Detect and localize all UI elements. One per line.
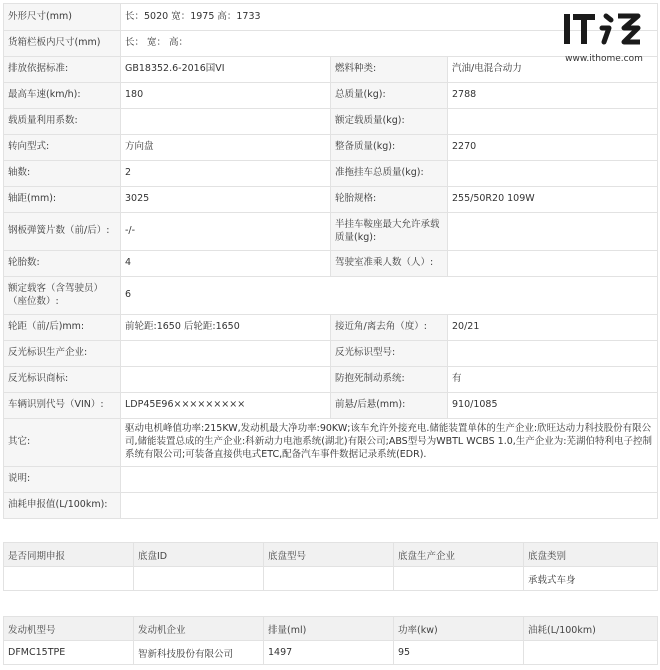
spec-row (4, 341, 658, 367)
spec-value: 2270 (448, 135, 658, 161)
spec-key: 额定载质量(kg): (331, 109, 448, 135)
spec-row (4, 83, 658, 109)
spec-value: 910/1085 (448, 393, 658, 419)
spec-row (4, 393, 658, 419)
column-header: 底盘生产企业 (394, 543, 524, 567)
spec-value: 有 (448, 367, 658, 393)
spec-key: 防抱死制动系统: (331, 367, 448, 393)
spec-key: 最高车速(km/h): (4, 83, 121, 109)
column-header: 底盘ID (134, 543, 264, 567)
spec-value: 长：5020 宽：1975 高：1733 (121, 4, 658, 31)
column-header: 底盘型号 (264, 543, 394, 567)
spec-value: 20/21 (448, 315, 658, 341)
spec-value (121, 341, 331, 367)
spec-row (4, 315, 658, 341)
spec-value: 方向盘 (121, 135, 331, 161)
spec-row (4, 187, 658, 213)
spec-key: 钢板弹簧片数（前/后）: (4, 213, 121, 251)
table-cell (524, 641, 658, 665)
spec-value (121, 109, 331, 135)
spec-value: 驱动电机峰值功率:215KW,发动机最大净功率:90KW;该车允许外接充电.储能装置单体的生产企业:欣旺达动力科技股份有限公司,储能装置总成的生产企业:科新动力电池系统(湖北)有限公司;ABS型号为WBTL WCBS 1.0,生产企业为:芜湖伯特利电子控制系统有限公司;可装备直接供电式ETC,配备汽车事件数据记录系统(EDR). (121, 419, 658, 467)
spec-value: 180 (121, 83, 331, 109)
spec-row (4, 135, 658, 161)
spec-key: 轮胎规格: (331, 187, 448, 213)
table-header-row (4, 617, 658, 641)
table-cell: 承载式车身 (524, 567, 658, 591)
logo-url: www.ithome.com (565, 54, 643, 64)
spec-row (4, 493, 658, 519)
spec-row (4, 251, 658, 277)
table-cell (4, 567, 134, 591)
spec-value (448, 109, 658, 135)
spec-value (448, 161, 658, 187)
table-header-row (4, 543, 658, 567)
spec-key: 排放依据标准: (4, 57, 121, 83)
spec-value: 4 (121, 251, 331, 277)
spec-row (4, 161, 658, 187)
spec-key: 总质量(kg): (331, 83, 448, 109)
spec-value (448, 341, 658, 367)
spec-key: 油耗申报值(L/100km): (4, 493, 121, 519)
spec-key: 前悬/后悬(mm): (331, 393, 448, 419)
column-header: 是否同期申报 (4, 543, 134, 567)
spec-row (4, 277, 658, 315)
spec-value: 6 (121, 277, 658, 315)
spec-row (4, 31, 658, 57)
spec-key: 反光标识商标: (4, 367, 121, 393)
spec-key: 货箱栏板内尺寸(mm) (4, 31, 121, 57)
table-cell (134, 567, 264, 591)
spec-value: LDP45E96××××××××× (121, 393, 331, 419)
spec-value: 长： 宽： 高： (121, 31, 658, 57)
chassis-table (3, 542, 658, 591)
spec-value: -/- (121, 213, 331, 251)
column-header: 发动机型号 (4, 617, 134, 641)
table-row (4, 567, 658, 591)
spec-value (121, 493, 658, 519)
spec-table (3, 3, 658, 519)
spec-row (4, 367, 658, 393)
table-cell (394, 567, 524, 591)
spec-value: GB18352.6-2016国VI (121, 57, 331, 83)
spec-key: 其它: (4, 419, 121, 467)
spec-row (4, 213, 658, 251)
table-cell: 智新科技股份有限公司 (134, 641, 264, 665)
spec-key: 说明: (4, 467, 121, 493)
spec-value: 2 (121, 161, 331, 187)
spec-key: 轮胎数: (4, 251, 121, 277)
spec-value: 汽油/电混合动力 (448, 57, 658, 83)
spec-key: 半挂车鞍座最大允许承载质量(kg): (331, 213, 448, 251)
spec-key: 载质量利用系数: (4, 109, 121, 135)
column-header: 油耗(L/100km) (524, 617, 658, 641)
spec-value (448, 251, 658, 277)
spec-value (121, 367, 331, 393)
spec-key: 反光标识型号: (331, 341, 448, 367)
spec-row (4, 4, 658, 31)
spec-row (4, 109, 658, 135)
spec-row (4, 467, 658, 493)
spec-value (448, 213, 658, 251)
spec-key: 轴数: (4, 161, 121, 187)
ithome-logo-mark (562, 10, 646, 50)
spec-value: 前轮距:1650 后轮距:1650 (121, 315, 331, 341)
spec-key: 转向型式: (4, 135, 121, 161)
table-cell: 95 (394, 641, 524, 665)
spec-value: 2788 (448, 83, 658, 109)
spec-key: 额定载客（含驾驶员）（座位数）: (4, 277, 121, 315)
table-cell (264, 567, 394, 591)
spec-value (121, 467, 658, 493)
spec-row (4, 419, 658, 467)
engine-table (3, 616, 658, 665)
table-cell: 1497 (264, 641, 394, 665)
spec-key: 轮距（前/后)mm: (4, 315, 121, 341)
spec-key: 整备质量(kg): (331, 135, 448, 161)
spec-value: 255/50R20 109W (448, 187, 658, 213)
spec-key: 准拖挂车总质量(kg): (331, 161, 448, 187)
spec-key: 驾驶室准乘人数（人）: (331, 251, 448, 277)
column-header: 发动机企业 (134, 617, 264, 641)
table-row (4, 641, 658, 665)
column-header: 底盘类别 (524, 543, 658, 567)
table-cell: DFMC15TPE (4, 641, 134, 665)
column-header: 排量(ml) (264, 617, 394, 641)
spec-key: 车辆识别代号（VIN）: (4, 393, 121, 419)
spec-key: 接近角/离去角（度）: (331, 315, 448, 341)
spec-key: 外形尺寸(mm) (4, 4, 121, 31)
column-header: 功率(kw) (394, 617, 524, 641)
spec-key: 燃料种类: (331, 57, 448, 83)
spec-key: 轴距(mm): (4, 187, 121, 213)
spec-key: 反光标识生产企业: (4, 341, 121, 367)
spec-value: 3025 (121, 187, 331, 213)
